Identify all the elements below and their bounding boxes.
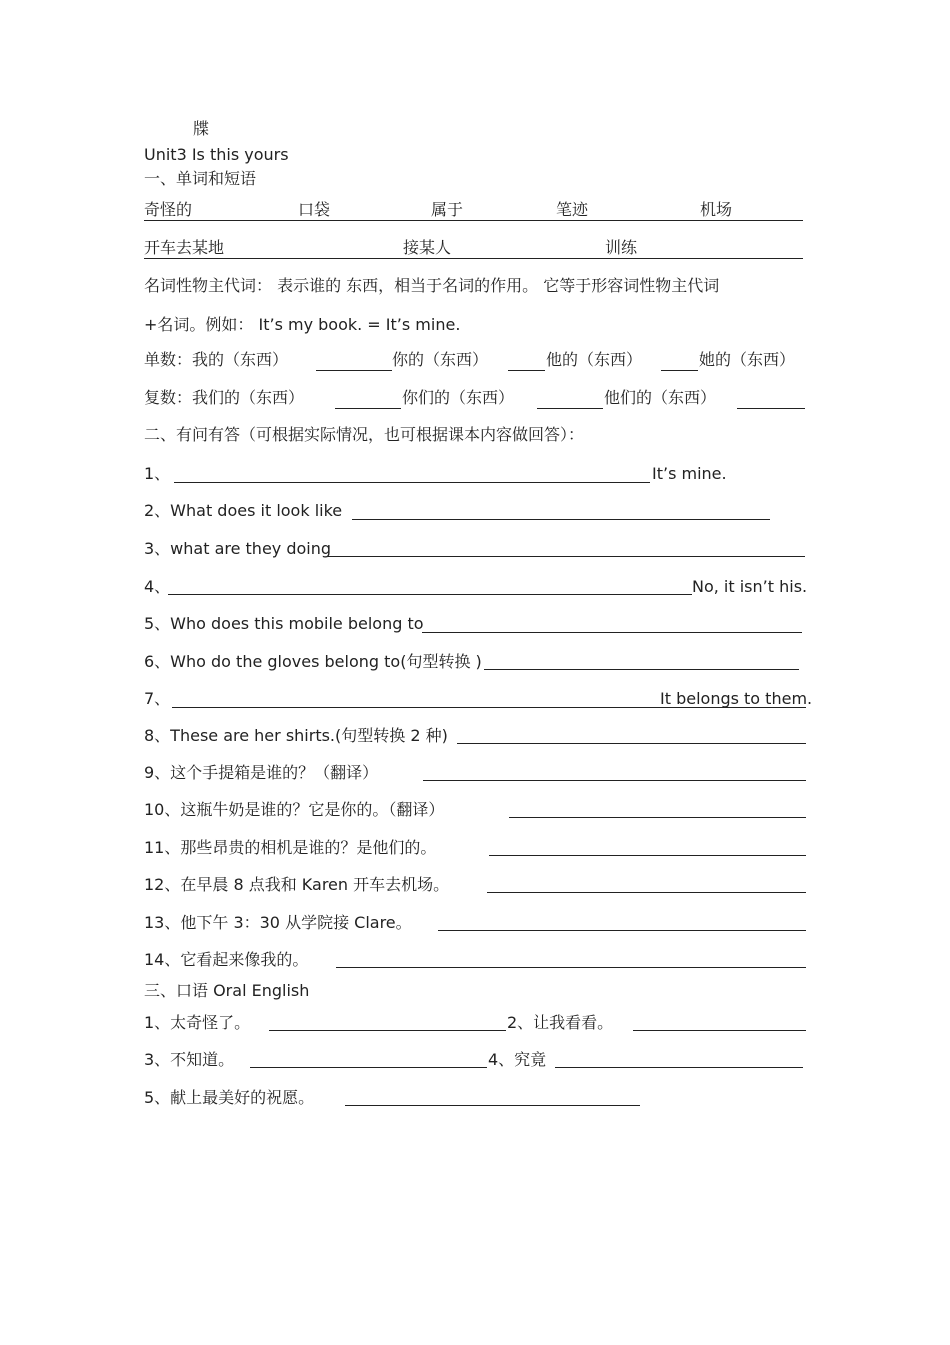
answer-blank[interactable] <box>316 370 392 371</box>
question: 8、These are her shirts.(句型转换 2 种) <box>144 726 448 745</box>
oral-item: 5、献上最美好的祝愿。 <box>144 1088 315 1107</box>
vocab-item: 开车去某地 <box>144 238 225 257</box>
question: 10、这瓶牛奶是谁的？它是你的。（翻译） <box>144 800 445 819</box>
question: 9、这个手提箱是谁的？（翻译） <box>144 763 379 782</box>
oral-item: 2、让我看看。 <box>507 1013 614 1032</box>
question-answer: It’s mine. <box>652 464 727 483</box>
question-number: 7、 <box>144 689 171 708</box>
oral-item: 3、不知道。 <box>144 1050 235 1069</box>
answer-blank[interactable] <box>737 408 805 409</box>
vocab-item: 接某人 <box>403 238 452 257</box>
question: 3、what are they doing <box>144 539 332 558</box>
header-char: 牒 <box>193 119 210 138</box>
question: 13、他下午 3：30 从学院接 Clare。 <box>144 913 412 932</box>
answer-blank[interactable] <box>555 1067 803 1068</box>
answer-blank[interactable] <box>537 408 603 409</box>
oral-item: 1、太奇怪了。 <box>144 1013 251 1032</box>
singular-item: 他的（东西） <box>546 350 643 369</box>
answer-blank[interactable] <box>484 669 799 670</box>
question: 6、Who do the gloves belong to(句型转换 ) <box>144 652 482 671</box>
vocab-row1-underline <box>144 220 803 221</box>
answer-blank[interactable] <box>269 1030 506 1031</box>
answer-blank[interactable] <box>328 556 805 557</box>
vocab-item: 笔迹 <box>556 200 589 219</box>
answer-blank[interactable] <box>336 967 806 968</box>
question-number: 4、 <box>144 577 171 596</box>
answer-blank[interactable] <box>352 519 770 520</box>
question-answer: No, it isn’t his. <box>692 577 808 596</box>
answer-blank[interactable] <box>509 817 806 818</box>
vocab-item: 属于 <box>431 200 464 219</box>
singular-label: 单数：我的（东西） <box>144 350 289 369</box>
singular-item: 她的（东西） <box>699 350 796 369</box>
question: 11、那些昂贵的相机是谁的？是他们的。 <box>144 838 437 857</box>
plural-item: 他们的（东西） <box>604 388 717 407</box>
question: 12、在早晨 8 点我和 Karen 开车去机场。 <box>144 875 450 894</box>
oral-item: 4、究竟 <box>488 1050 547 1069</box>
vocab-item: 机场 <box>700 200 733 219</box>
page-title: Unit3 Is this yours <box>144 145 289 164</box>
answer-blank[interactable] <box>335 408 401 409</box>
answer-blank[interactable] <box>345 1105 640 1106</box>
answer-blank[interactable] <box>422 632 802 633</box>
vocab-item: 口袋 <box>298 200 331 219</box>
answer-blank[interactable] <box>489 855 806 856</box>
answer-blank[interactable] <box>438 930 806 931</box>
vocab-row2-underline <box>144 258 803 259</box>
plural-label: 复数：我们的（东西） <box>144 388 305 407</box>
plural-item: 你们的（东西） <box>402 388 515 407</box>
question-answer: It belongs to them. <box>660 689 813 708</box>
question: 14、它看起来像我的。 <box>144 950 309 969</box>
vocab-item: 奇怪的 <box>144 200 193 219</box>
answer-blank[interactable] <box>174 482 650 483</box>
question: 2、What does it look like <box>144 501 343 520</box>
vocab-item: 训练 <box>605 238 638 257</box>
grammar-note: 名词性物主代词： 表示谁的 东西，相当于名词的作用。 它等于形容词性物主代词 <box>144 276 720 295</box>
section1-heading: 一、单词和短语 <box>144 169 257 188</box>
singular-item: 你的（东西） <box>392 350 489 369</box>
section3-heading: 三、口语 Oral English <box>144 981 310 1000</box>
answer-blank[interactable] <box>168 594 692 595</box>
question: 5、Who does this mobile belong to <box>144 614 424 633</box>
answer-blank[interactable] <box>250 1067 487 1068</box>
grammar-example: +名词。例如： It’s my book. = It’s mine. <box>144 315 461 334</box>
section2-heading: 二、有问有答（可根据实际情况，也可根据课本内容做回答）： <box>144 425 585 444</box>
answer-blank[interactable] <box>487 892 806 893</box>
answer-blank[interactable] <box>457 743 806 744</box>
answer-blank[interactable] <box>508 370 545 371</box>
question-number: 1、 <box>144 464 171 483</box>
answer-blank[interactable] <box>423 780 806 781</box>
answer-blank[interactable] <box>633 1030 806 1031</box>
answer-blank[interactable] <box>661 370 698 371</box>
